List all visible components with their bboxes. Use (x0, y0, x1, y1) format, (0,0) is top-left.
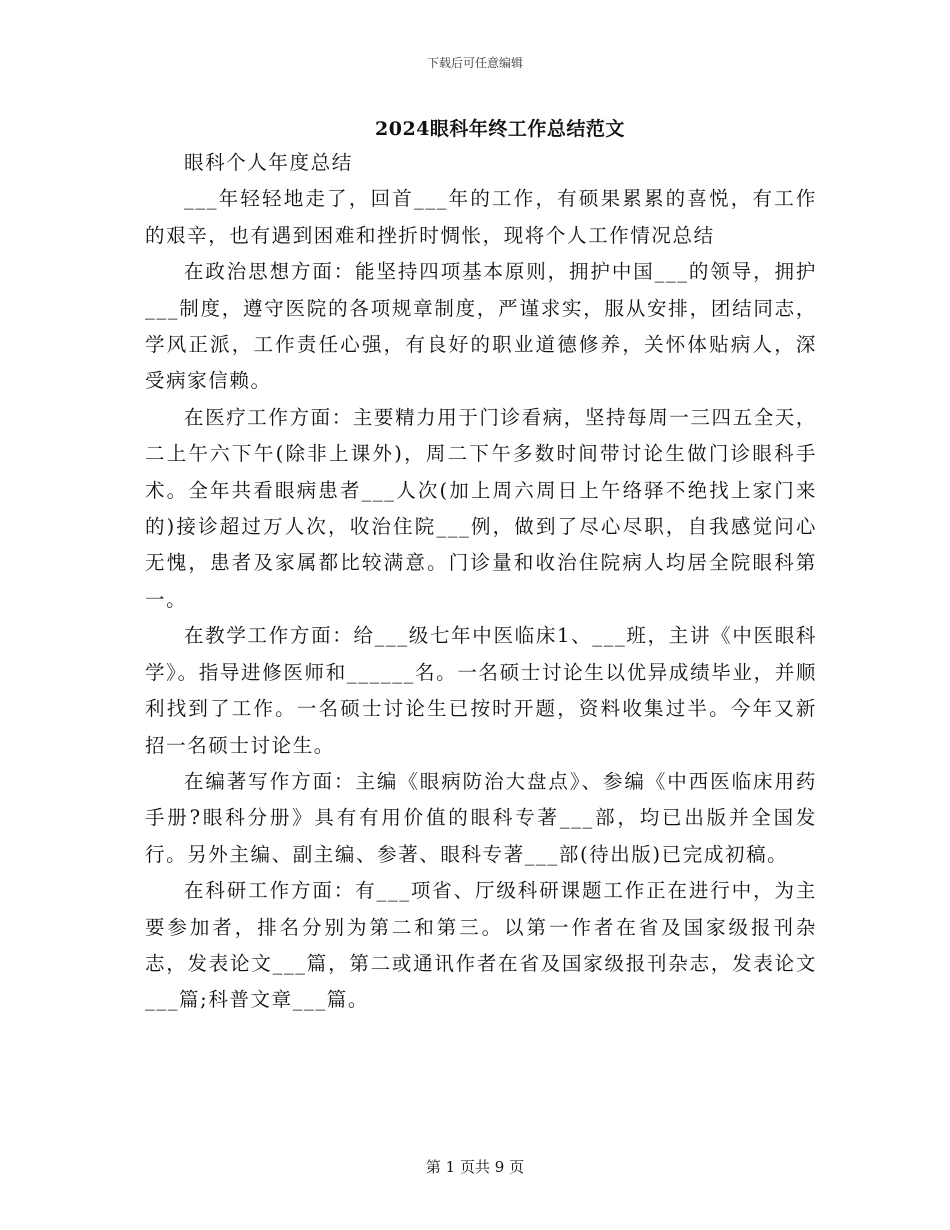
header-note: 下载后可任意编辑 (426, 56, 523, 70)
paragraph-teaching: 在教学工作方面：给___级七年中医临床1、___班，主讲《中医眼科学》。指导进修医师和______名。一名硕士讨论生以优异成绩毕业，并顺利找到了工作。一名硕士讨论生已按时开题，资料收集过半。今年又新招一名硕士讨论生。 (145, 624, 817, 757)
paragraph-intro: ___年轻轻地走了，回首___年的工作，有硕果累累的喜悦，有工作的艰辛，也有遇到困难和挫折时惆怅，现将个人工作情况总结 (145, 187, 817, 247)
paragraph-politics: 在政治思想方面：能坚持四项基本原则，拥护中国___的领导，拥护___制度，遵守医院的各项规章制度，严谨求实，服从安排，团结同志，学风正派，工作责任心强，有良好的职业道德修养，关怀体贴病人，深受病家信赖。 (145, 260, 817, 393)
document-title: 2024眼科年终工作总结范文 (375, 118, 625, 140)
paragraph-research: 在科研工作方面：有___项省、厅级科研课题工作正在进行中，为主要参加者，排名分别为第二和第三。以第一作者在省及国家级报刊杂志，发表论文___篇，第二或通讯作者在省及国家级报刊杂志，发表论文___篇;科普文章___篇。 (145, 879, 817, 1012)
paragraph-writing: 在编著写作方面：主编《眼病防治大盘点》、参编《中西医临床用药手册?眼科分册》具有有用价值的眼科专著___部，均已出版并全国发行。另外主编、副主编、参著、眼科专著___部(待出版)已完成初稿。 (145, 769, 817, 866)
paragraph-medical-work: 在医疗工作方面：主要精力用于门诊看病，坚持每周一三四五全天，二上午六下午(除非上课外)，周二下午多数时间带讨论生做门诊眼科手术。全年共看眼病患者___人次(加上周六周日上午络驿不绝找上家门来的)接诊超过万人次，收治住院___例，做到了尽心尽职，自我感觉问心无愧，患者及家属都比较满意。门诊量和收治住院病人均居全院眼科第一。 (145, 405, 818, 611)
paragraph-subtitle: 眼科个人年度总结 (184, 151, 353, 174)
page-number: 第 1 页共 9 页 (425, 1158, 525, 1176)
document-body (145, 145, 817, 1019)
